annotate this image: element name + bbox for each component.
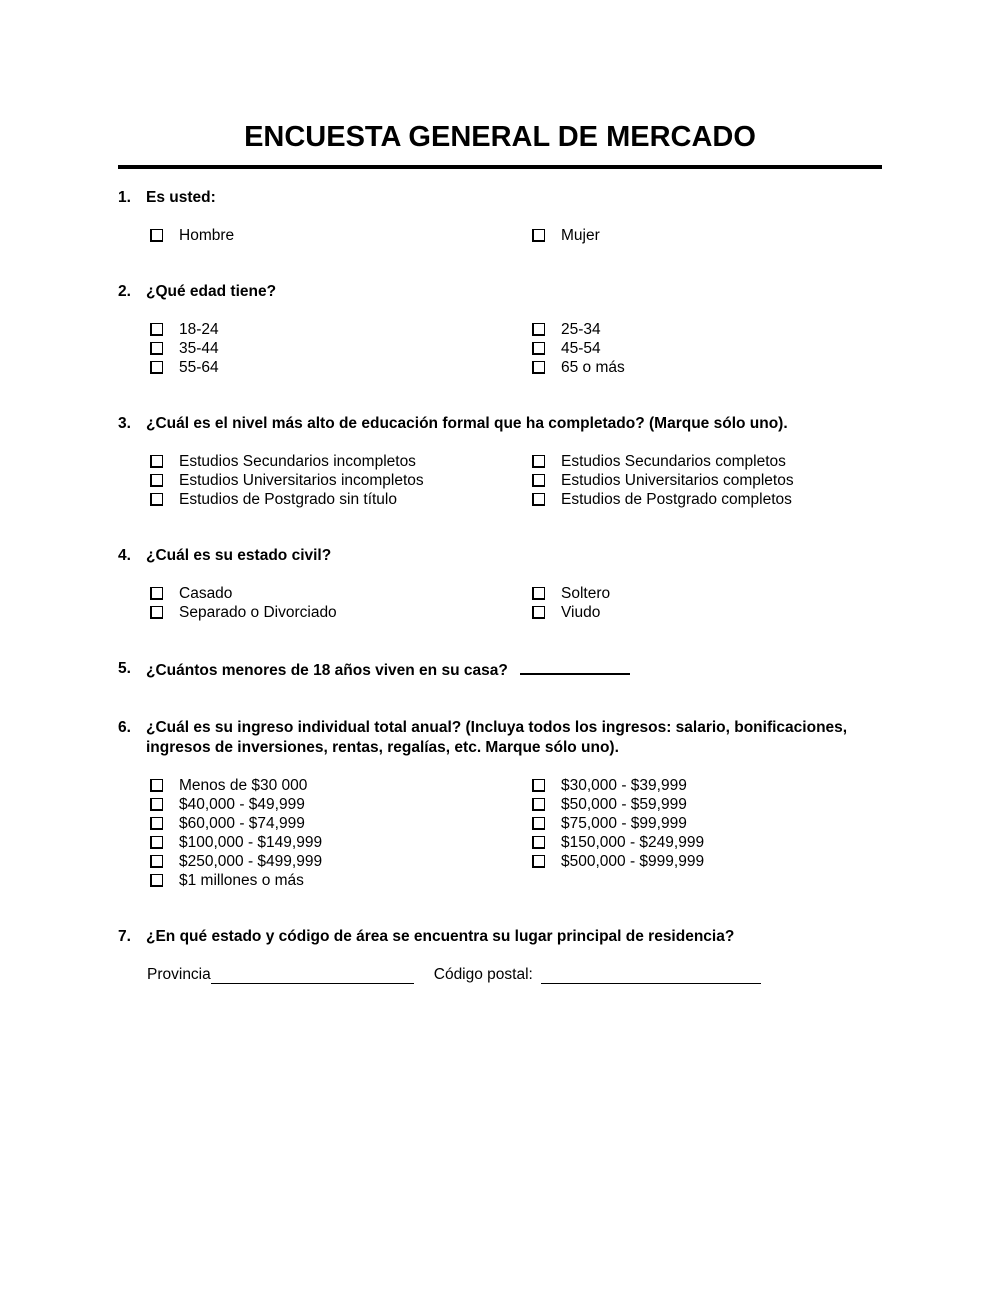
option-row [150,814,532,833]
option-row [532,452,882,471]
provincia-label: Provincia [147,966,211,983]
option-row [150,339,532,358]
option-row [150,852,532,871]
option-label: Viudo [561,603,601,621]
option-label: $50,000 - $59,999 [561,795,687,813]
option-row [150,452,532,471]
question-block [118,659,882,681]
option-row [532,776,882,795]
question-text-wrap [146,659,882,681]
checkbox-icon[interactable] [150,836,163,849]
option-row [150,226,532,245]
option-row [532,320,882,339]
checkbox-icon[interactable] [532,361,545,374]
answer-blank-line[interactable] [520,659,630,675]
checkbox-icon[interactable] [150,587,163,600]
question-text-wrap [146,718,882,758]
question-number: 6. [118,719,131,736]
checkbox-icon[interactable] [150,455,163,468]
checkbox-icon[interactable] [150,323,163,336]
question-number: 7. [118,928,131,945]
options-grid [150,776,882,890]
option-label: Estudios de Postgrado sin título [179,490,397,508]
options-column [150,320,532,377]
option-row [532,226,882,245]
option-row [532,339,882,358]
question-header [118,414,882,434]
question-number: 5. [118,660,131,677]
checkbox-icon[interactable] [532,455,545,468]
option-label: 18-24 [179,320,219,338]
option-row [532,833,882,852]
checkbox-icon[interactable] [532,474,545,487]
question-block [118,414,882,509]
title-divider [118,165,882,169]
option-row [150,358,532,377]
checkbox-icon[interactable] [150,817,163,830]
options-grid [150,584,882,622]
question-text: ¿Cuál es su ingreso individual total anual? (Incluya todos los ingresos: salario, bonificaciones, ingresos de inversiones, rentas, regalías, etc. Marque sólo uno). [146,719,848,756]
checkbox-icon[interactable] [150,229,163,242]
option-label: $100,000 - $149,999 [179,833,323,851]
question-text: ¿Cuál es el nivel más alto de educación formal que ha completado? (Marque sólo uno). [146,415,788,432]
option-label: $40,000 - $49,999 [179,795,305,813]
option-row [532,795,882,814]
option-label: Separado o Divorciado [179,603,337,621]
option-row [150,871,532,890]
checkbox-icon[interactable] [532,817,545,830]
question-text-wrap [146,546,882,566]
checkbox-icon[interactable] [532,229,545,242]
option-row [150,795,532,814]
option-label: 55-64 [179,358,219,376]
option-label: $250,000 - $499,999 [179,852,323,870]
checkbox-icon[interactable] [150,342,163,355]
question-text-wrap [146,282,882,302]
question-header [118,188,882,208]
question-number: 3. [118,415,131,432]
checkbox-icon[interactable] [532,836,545,849]
question-header [118,546,882,566]
checkbox-icon[interactable] [150,474,163,487]
option-label: Menos de $30 000 [179,776,308,794]
option-row [532,471,882,490]
checkbox-icon[interactable] [150,361,163,374]
options-column [150,226,532,245]
provincia-input-line[interactable] [211,968,414,984]
checkbox-icon[interactable] [532,779,545,792]
option-row [532,603,882,622]
question-number: 1. [118,189,131,206]
option-label: Estudios Secundarios incompletos [179,452,416,470]
options-grid [150,320,882,377]
checkbox-icon[interactable] [532,606,545,619]
question-text-wrap [146,927,882,947]
option-label: 25-34 [561,320,601,338]
option-label: $500,000 - $999,999 [561,852,705,870]
option-label: 65 o más [561,358,625,376]
question-text: ¿En qué estado y código de área se encuentra su lugar principal de residencia? [146,928,735,945]
options-grid [150,226,882,245]
checkbox-icon[interactable] [532,323,545,336]
option-label: Estudios Universitarios completos [561,471,794,489]
page-title: ENCUESTA GENERAL DE MERCADO [244,121,756,153]
question-header [118,659,882,681]
question-number: 4. [118,547,131,564]
options-column [532,776,882,890]
question-header [118,718,882,758]
option-label: $60,000 - $74,999 [179,814,305,832]
checkbox-icon[interactable] [150,874,163,887]
option-row [150,603,532,622]
question-text-wrap [146,188,882,208]
question-header [118,927,882,947]
option-row [150,320,532,339]
options-column [150,452,532,509]
option-label: 35-44 [179,339,219,357]
option-label: Mujer [561,226,600,244]
checkbox-icon[interactable] [532,855,545,868]
option-row [532,814,882,833]
checkbox-icon[interactable] [532,587,545,600]
option-label: 45-54 [561,339,601,357]
option-row [532,852,882,871]
checkbox-icon[interactable] [532,493,545,506]
fill-in-fields-row [147,966,882,984]
option-row [150,490,532,509]
option-row [532,358,882,377]
checkbox-icon[interactable] [532,798,545,811]
option-label: $30,000 - $39,999 [561,776,687,794]
option-row [150,833,532,852]
question-text: Es usted: [146,189,216,206]
option-row [150,471,532,490]
options-column [532,226,882,245]
options-column [532,452,882,509]
options-grid [150,452,882,509]
options-column [150,584,532,622]
options-column [532,584,882,622]
option-label: Soltero [561,584,611,602]
option-label: Estudios Secundarios completos [561,452,786,470]
question-text: ¿Cuántos menores de 18 años viven en su casa? [146,662,508,679]
question-text-wrap [146,414,882,434]
option-row [150,776,532,795]
checkbox-icon[interactable] [150,779,163,792]
checkbox-icon[interactable] [150,606,163,619]
option-label: Hombre [179,226,235,244]
question-header [118,282,882,302]
question-text: ¿Cuál es su estado civil? [146,547,332,564]
option-label: Estudios Universitarios incompletos [179,471,424,489]
option-label: Casado [179,584,233,602]
question-block [118,188,882,245]
question-block [118,927,882,984]
option-row [150,584,532,603]
option-label: Estudios de Postgrado completos [561,490,792,508]
option-label: $150,000 - $249,999 [561,833,705,851]
codigo-postal-label: Código postal: [433,966,533,983]
option-row [532,490,882,509]
option-label: $1 millones o más [179,871,304,889]
options-column [532,320,882,377]
question-text: ¿Qué edad tiene? [146,283,277,300]
question-block [118,546,882,622]
question-number: 2. [118,283,131,300]
option-label: $75,000 - $99,999 [561,814,687,832]
checkbox-icon[interactable] [150,855,163,868]
checkbox-icon[interactable] [150,493,163,506]
options-column [150,776,532,890]
question-block [118,282,882,377]
checkbox-icon[interactable] [532,342,545,355]
checkbox-icon[interactable] [150,798,163,811]
option-row [532,584,882,603]
question-block [118,718,882,890]
question-list [118,188,882,984]
codigo-postal-input-line[interactable] [541,968,761,984]
